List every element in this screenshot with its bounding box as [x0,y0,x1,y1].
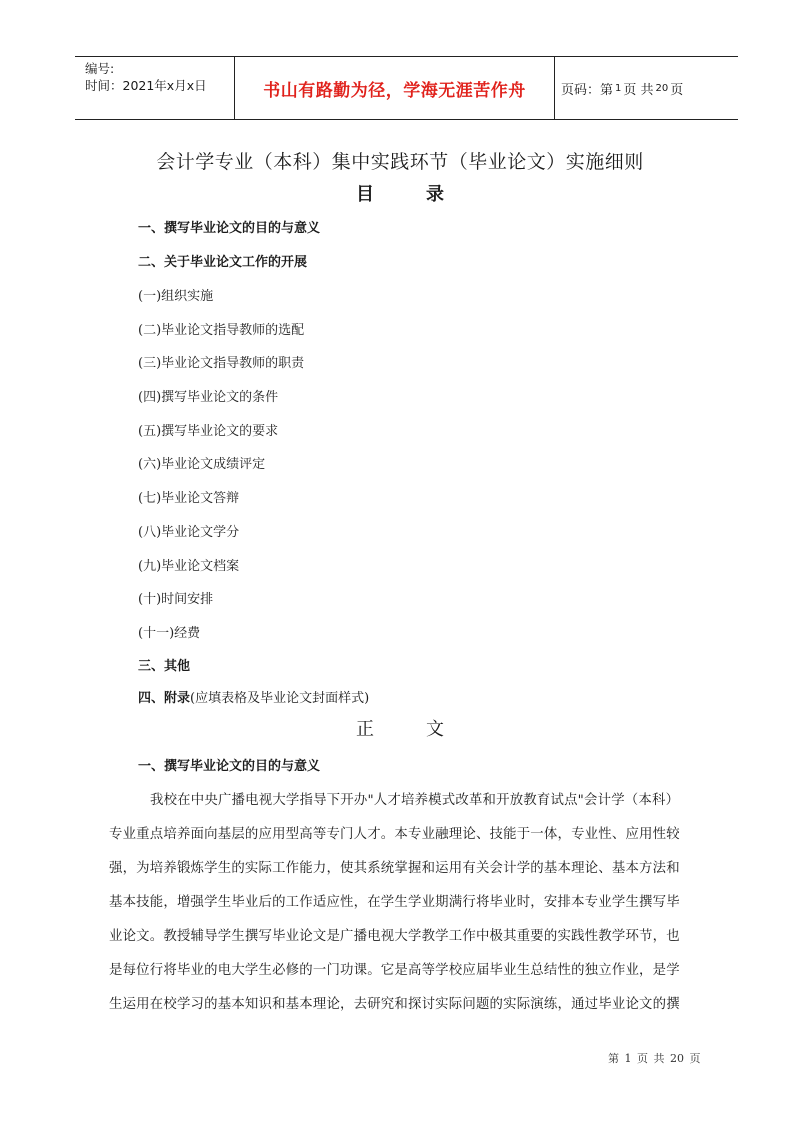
toc-heading [0,180,800,206]
toc-section-1: 一、撰写毕业论文的目的与意义 [138,221,321,236]
toc-item: (十一)经费 [138,626,201,641]
paragraph-line: 是每位行将毕业的电大学生必修的一门功课。它是高等学校应届毕业生总结性的独立作业，是学 [109,963,680,978]
document-title: 会计学专业（本科）集中实践环节（毕业论文）实施细则 [156,151,644,173]
footer-current: 1 [624,1052,632,1065]
footer-suffix: 页 [689,1052,701,1065]
header-page-mid: 页 共 [623,82,654,98]
header-page-current: 1 [615,82,622,94]
body-heading [0,715,800,741]
toc-heading-char-1: 目 [356,184,374,205]
header-page-total: 20 [655,82,669,94]
toc-section-2: 二、关于毕业论文工作的开展 [138,255,308,270]
paragraph-line: 基本技能，增强学生毕业后的工作适应性，在学生学业期满行将毕业时，安排本专业学生撰写毕 [109,895,680,910]
footer-mid: 页 共 [637,1052,665,1065]
header-time-label: 时间：2021年x月x日 [85,78,207,93]
paragraph-line: 专业重点培养面向基层的应用型高等专门人才。本专业融理论、技能于一体，专业性、应用性较 [109,827,680,842]
page-footer [608,1050,701,1066]
footer-total: 20 [670,1052,684,1065]
toc-item: (二)毕业论文指导教师的选配 [138,323,305,338]
footer-prefix: 第 [608,1052,619,1065]
toc-item: (五)撰写毕业论文的要求 [138,424,279,439]
toc-item: (九)毕业论文档案 [138,559,240,574]
toc-heading-char-2: 录 [426,184,444,205]
body-heading-char-1: 正 [356,719,374,740]
header-page-suffix: 页 [670,82,684,98]
header-number-label: 编号: [85,61,115,76]
toc-item: (七)毕业论文答辩 [138,491,240,506]
toc-item: (四)撰写毕业论文的条件 [138,390,279,405]
toc-item: (一)组织实施 [138,289,214,304]
toc-section-4 [138,687,369,706]
header-meta [75,57,235,119]
paragraph-line: 业论文。教授辅导学生撰写毕业论文是广播电视大学教学工作中极其重要的实践性教学环节，也 [109,929,680,944]
toc-section-4-title: 四、附录 [138,691,191,706]
toc-section-3: 三、其他 [138,659,191,674]
toc-item: (六)毕业论文成绩评定 [138,457,266,472]
header-page-prefix: 页码：第 [561,82,614,98]
toc-section-4-note: (应填表格及毕业论文封面样式) [190,691,370,706]
toc-item: (三)毕业论文指导教师的职责 [138,356,305,371]
paragraph-line: 强，为培养锻炼学生的实际工作能力，使其系统掌握和运用有关会计学的基本理论、基本方法和 [109,861,680,876]
paragraph-line: 我校在中央广播电视大学指导下开办"人才培养模式改革和开放教育试点"会计学（本科） [150,793,680,808]
header-page-number [555,57,738,119]
page-header [75,56,738,120]
toc-item: (八)毕业论文学分 [138,525,240,540]
toc-item: (十)时间安排 [138,592,214,607]
paragraph-line: 生运用在校学习的基本知识和基本理论，去研究和探讨实际问题的实际演练，通过毕业论文的撰 [109,997,680,1012]
section-1-heading: 一、撰写毕业论文的目的与意义 [138,759,321,774]
header-motto: 书山有路勤为径，学海无涯苦作舟 [235,57,555,119]
body-heading-char-2: 文 [426,719,444,740]
